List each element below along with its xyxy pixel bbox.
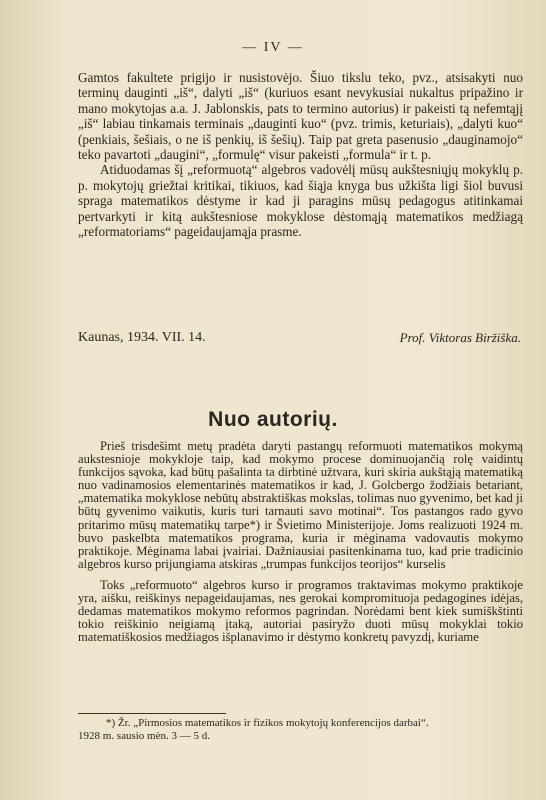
- signature: Prof. Viktoras Biržiška.: [399, 330, 521, 345]
- preface-paragraph: Atiduodamas šį „reformuotą“ algebros vadovėlį mūsų aukštesniųjų mokyklų p. p. mokytojų griežtai kritikai, tikiuos, kad šiąja knyga bus užkišta ligi šiol buvusi spraga matematikos dėstyme ir kad ji paragins mūsų pedagogus atitinkamai pertvarkyti ir kitą aukštesniose mokyklose dėstomąją matematikos medžiagą „reformatoriams“ pageidaujamąja prasme.: [78, 162, 523, 240]
- body-paragraph: Toks „reformuoto“ algebros kurso ir programos traktavimas mokymo praktikoje yra, aišku, reiškinys nepageidaujamas, nes gerokai kompromituoja pedagogines idėjas, dedamas matematikos mokymo reformos pagrindan. Norėdami bent kiek sumiškštinti tokio reiškinio neigiamą įtaką, autoriai pasiryžo duoti mūsų mokyklai tokio matematiškosios medžiagos išplanavimo ir dėstymo konkretų pavyzdį, kuriame: [78, 577, 523, 645]
- footnote-divider: [78, 713, 226, 714]
- section-title: Nuo autorių.: [208, 408, 338, 431]
- body-paragraph: Prieš trisdešimt metų pradėta daryti pastangų reformuoti matematikos mokymą aukstesnioje mokykloje taip, kad mokymo procese dominuojančią rolę vaidintų funkcijos sąvoka, kad būtų pašalinta ta dirbtinė užtvara, kuri skiria aukštąją matematiką nuo vadinamosios elementarinės matematikos ir kad, J. Golcbergo žodžiais betariant, „matematika mokyklose nebūtų abstraktiškas mokslas, tolimas nuo gyvenimo, bet kad ji būtų gyvenimo vaikutis, kuris turi tarnauti savo motinai“. Tos pastangos rado gyvo pritarimo mūsų matematikų tarpe*) ir Švietimo Ministerijoje. Joms realizuoti 1924 m. buvo paskelbta matematikos programa, kuria ir mėginama vadovautis mokymo praktikoje. Mėginama labai įvairiai. Dažniausiai pasitenkinama tuo, kad prie tradicinio algebros kurso prijungiama atskiras „trumpas funkcijos teorijos“ kurselis: [78, 439, 523, 571]
- preface-paragraph: Gamtos fakultete prigijo ir nusistovėjo. Šiuo tikslu teko, pvz., atsisakyti nuo terminų dauginti „iš“, dalyti „iš“ (kuriuos esant nevykusiai nukaltus pripažino ir mano mokytojas a.a. J. Jablonskis, pats to termino autorius) ir pakeisti tą nefemtąjį „iš“ labiau tinkamais terminais „dauginti kuo“ (pvz. trimis, keturiais), „dalyti kuo“ (penkiais, šešiais, o ne iš penkių, iš šešių). Taip pat greta pasenusio „dauginamojo“ teko pavartoti „daugini“, „formulę“ visur pakeisti „formula“ ir t. p.: [78, 70, 523, 163]
- authors-foreword-text: [78, 440, 523, 644]
- footnote-line: 1928 m. sausio mėn. 3 — 5 d.: [78, 730, 210, 742]
- place-date: Kaunas, 1934. VII. 14.: [78, 330, 206, 345]
- page-number: — IV —: [242, 40, 304, 55]
- footnote: [78, 717, 523, 743]
- preface-text: [78, 70, 523, 239]
- footnote-line: *) Žr. „Pirmosios matematikos ir fizikos mokytojų konferencijos darbai“.: [106, 717, 429, 729]
